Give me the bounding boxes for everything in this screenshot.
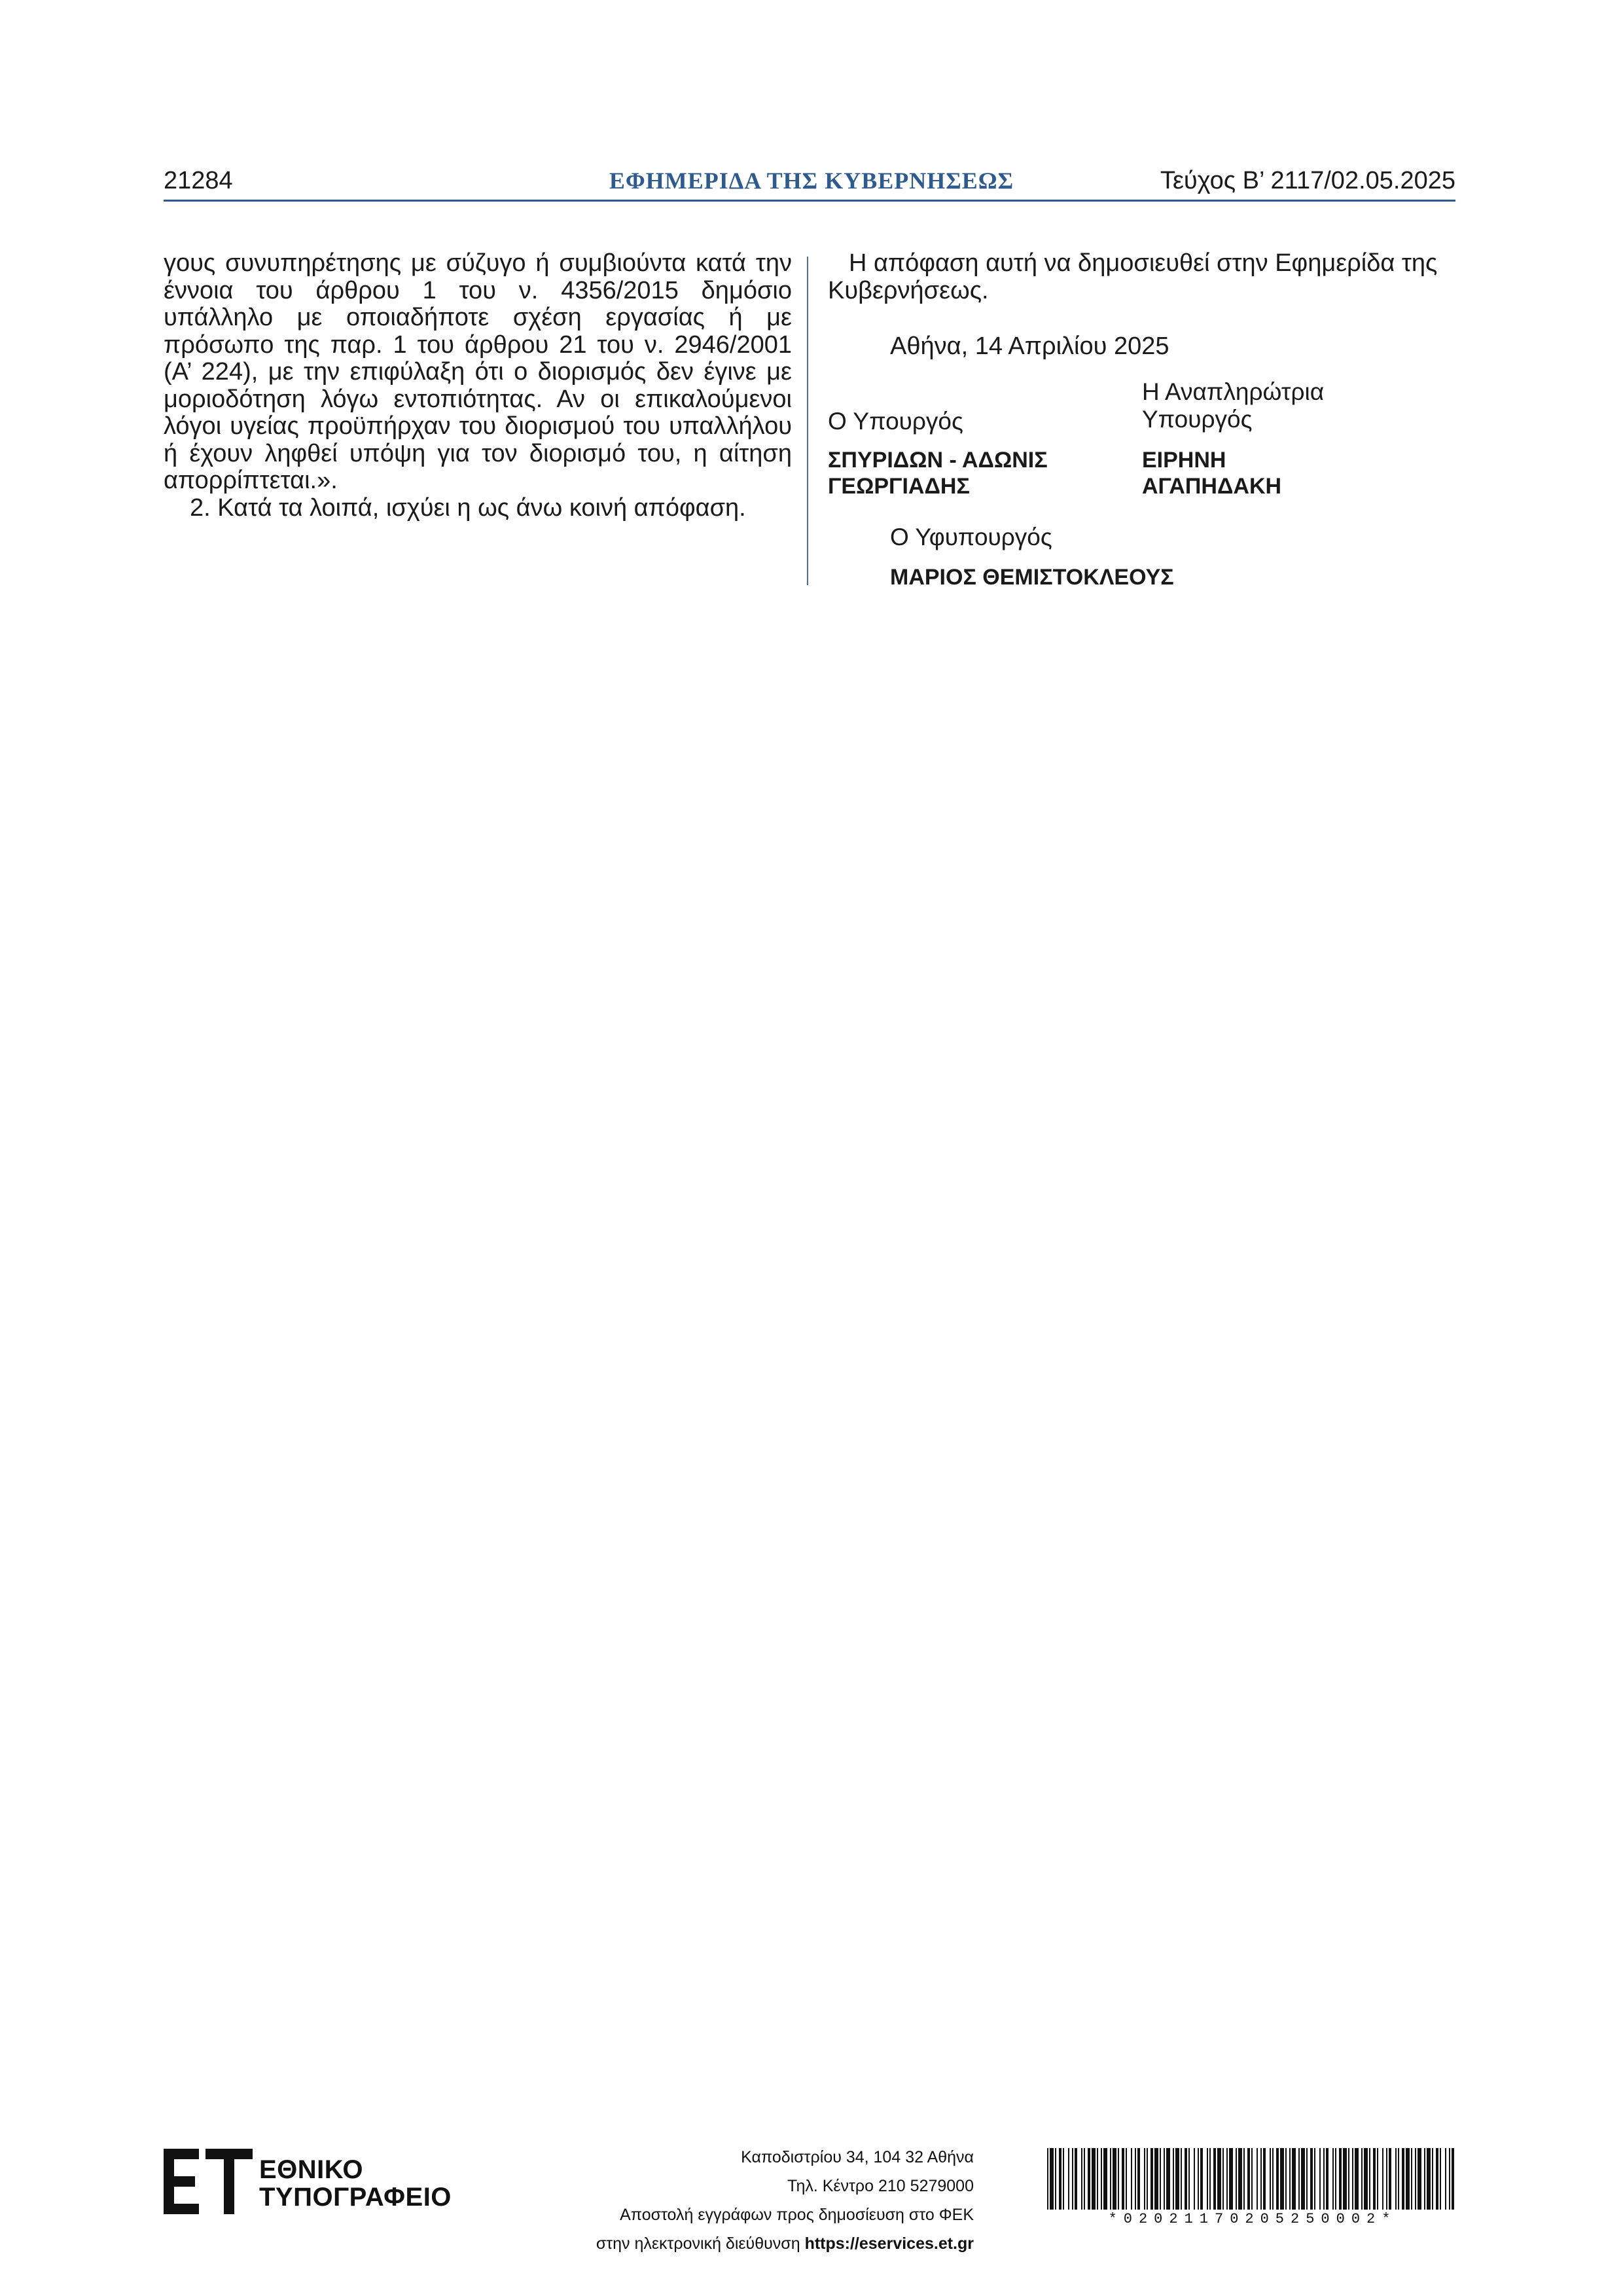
barcode-bar	[1131, 2148, 1132, 2210]
barcode-bar	[1332, 2148, 1334, 2210]
contact-info	[596, 2143, 974, 2258]
barcode-bar	[1181, 2148, 1182, 2210]
barcode-bar	[1243, 2148, 1245, 2210]
column-divider	[807, 257, 808, 585]
barcode-bar	[1101, 2148, 1102, 2210]
barcode-bar	[1150, 2148, 1153, 2210]
publication-note: Η απόφαση αυτή να δημοσιευθεί στην Εφημερίδα της Κυβερνήσεως.	[828, 249, 1438, 304]
barcode-bar	[1373, 2148, 1376, 2210]
barcode-bar	[1398, 2148, 1399, 2210]
barcode-bar	[1257, 2148, 1258, 2210]
web-line	[596, 2229, 974, 2258]
logo-line2: ΤΥΠΟΓΡΑΦΕΙΟ	[259, 2183, 452, 2212]
barcode-bar	[1110, 2148, 1111, 2210]
submission-note: Αποστολή εγγράφων προς δημοσίευση στο ΦΕΚ	[620, 2206, 974, 2224]
barcode-bar	[1118, 2148, 1119, 2210]
barcode-bar	[1198, 2148, 1199, 2210]
barcode-bar	[1301, 2148, 1305, 2210]
address: Καποδιστρίου 34, 104 32 Αθήνα	[741, 2148, 974, 2166]
barcode-bar	[1113, 2148, 1116, 2210]
barcode-bar	[1406, 2148, 1410, 2210]
barcode-bar	[1445, 2148, 1446, 2210]
barcode-bar	[1272, 2148, 1274, 2210]
barcode-bar	[1270, 2148, 1271, 2210]
barcode-bar	[1389, 2148, 1391, 2210]
barcode-icon	[1046, 2148, 1459, 2210]
barcode-bar	[1200, 2148, 1203, 2210]
barcode-number: *02021170205250002*	[1108, 2211, 1397, 2227]
barcode-bar	[1289, 2148, 1291, 2210]
barcode-bar	[1339, 2148, 1342, 2210]
undersecretary-role: Ο Υφυπουργός	[890, 524, 1052, 550]
barcode-bar	[1427, 2148, 1431, 2210]
barcode-bar	[1298, 2148, 1300, 2210]
web-link[interactable]: https://eservices.et.gr	[804, 2234, 974, 2253]
left-column	[164, 250, 792, 522]
barcode-bar	[1072, 2148, 1073, 2210]
barcode-bar	[1386, 2148, 1387, 2210]
deputy-minister-name-line2: ΑΓΑΠΗΔΑΚΗ	[1142, 474, 1282, 499]
barcode-bar	[1251, 2148, 1253, 2210]
barcode-bar	[1314, 2148, 1315, 2210]
barcode-bar	[1103, 2148, 1107, 2210]
barcode-bar	[1063, 2148, 1064, 2210]
signing-date: Αθήνα, 14 Απριλίου 2025	[890, 332, 1169, 360]
barcode-bar	[1335, 2148, 1336, 2210]
deputy-minister-name-line1: ΕΙΡΗΝΗ	[1142, 448, 1226, 473]
page-number: 21284	[164, 167, 233, 194]
barcode-bar	[1207, 2148, 1208, 2210]
gazette-title: ΕΦΗΜΕΡΙΔΑ ΤΗΣ ΚΥΒΕΡΝΗΣΕΩΣ	[609, 168, 1014, 194]
barcode-bar	[1137, 2148, 1140, 2210]
national-printing-office-logo-icon	[164, 2149, 253, 2214]
barcode-bar	[1173, 2148, 1174, 2210]
barcode-bar	[1411, 2148, 1412, 2210]
barcode-bar	[1432, 2148, 1433, 2210]
barcode-bar	[1059, 2148, 1061, 2210]
barcode-bar	[1126, 2148, 1127, 2210]
barcode-bar	[1369, 2148, 1370, 2210]
barcode-bar	[1263, 2148, 1266, 2210]
barcode-bar	[1055, 2148, 1056, 2210]
barcode-bar	[1135, 2148, 1136, 2210]
barcode-bar	[1154, 2148, 1158, 2210]
barcode-bar	[1395, 2148, 1397, 2210]
barcode-bar	[1343, 2148, 1347, 2210]
barcode-bar	[1292, 2148, 1296, 2210]
deputy-minister-role-line1: Η Αναπληρώτρια	[1142, 378, 1325, 405]
web-prefix: στην ηλεκτρονική διεύθυνση	[596, 2234, 805, 2253]
barcode-bar	[1166, 2148, 1170, 2210]
barcode-bar	[1160, 2148, 1161, 2210]
barcode-bar	[1424, 2148, 1425, 2210]
barcode-bar	[1092, 2148, 1096, 2210]
barcode-bar	[1382, 2148, 1383, 2210]
undersecretary-name: ΜΑΡΙΟΣ ΘΕΜΙΣΤΟΚΛΕΟΥΣ	[890, 565, 1174, 590]
barcode-bar	[1364, 2148, 1368, 2210]
barcode-bar	[1436, 2148, 1438, 2210]
barcode-bar	[1081, 2148, 1082, 2210]
barcode-bar	[1260, 2148, 1262, 2210]
barcode-bar	[1050, 2148, 1054, 2210]
barcode-bar	[1323, 2148, 1325, 2210]
body-paragraph: 2. Κατά τα λοιπά, ισχύει η ως άνω κοινή απόφαση.	[190, 493, 746, 522]
barcode-bar	[1084, 2148, 1085, 2210]
minister-name-line2: ΓΕΩΡΓΙΑΔΗΣ	[828, 474, 970, 499]
barcode-bar	[1047, 2148, 1048, 2210]
barcode-bar	[1164, 2148, 1165, 2210]
barcode-bar	[1209, 2148, 1211, 2210]
deputy-minister-role-line2: Υπουργός	[1142, 406, 1253, 433]
minister-name-line1: ΣΠΥΡΙΔΩΝ - ΑΔΩΝΙΣ	[828, 448, 1048, 473]
barcode-bar	[1122, 2148, 1124, 2210]
barcode-bar	[1452, 2148, 1454, 2210]
barcode-bar	[1306, 2148, 1308, 2210]
barcode-bar	[1147, 2148, 1148, 2210]
barcode-bar	[1418, 2148, 1421, 2210]
barcode-bar	[1285, 2148, 1287, 2210]
barcode-bar	[1238, 2148, 1242, 2210]
barcode-bar	[1352, 2148, 1353, 2210]
barcode-bar	[1355, 2148, 1359, 2210]
barcode-bar	[1276, 2148, 1279, 2210]
barcode-bar	[1377, 2148, 1378, 2210]
issue-reference: Τεύχος Β’ 2117/02.05.2025	[1160, 167, 1455, 194]
barcode-bar	[1144, 2148, 1145, 2210]
barcode-bar	[1326, 2148, 1329, 2210]
barcode-bar	[1402, 2148, 1404, 2210]
barcode-bar	[1213, 2148, 1216, 2210]
barcode-bar	[1361, 2148, 1363, 2210]
barcode-bar	[1226, 2148, 1228, 2210]
phone: Τηλ. Κέντρο 210 5279000	[787, 2177, 974, 2195]
barcode-bar	[1222, 2148, 1224, 2210]
barcode-bar	[1185, 2148, 1187, 2210]
barcode-bar	[1229, 2148, 1233, 2210]
minister-role: Ο Υπουργός	[828, 408, 963, 435]
barcode-bar	[1247, 2148, 1250, 2210]
barcode-bar	[1068, 2148, 1069, 2210]
logo-line1: ΕΘΝΙΚΟ	[259, 2155, 363, 2184]
barcode-bar	[1194, 2148, 1195, 2210]
barcode-bar	[1217, 2148, 1221, 2210]
barcode-bar	[1175, 2148, 1179, 2210]
right-column	[828, 250, 1456, 304]
barcode-bar	[1188, 2148, 1190, 2210]
barcode-bar	[1236, 2148, 1237, 2210]
barcode-bar	[1075, 2148, 1077, 2210]
barcode-bar	[1440, 2148, 1441, 2210]
barcode-bar	[1097, 2148, 1098, 2210]
barcode-bar	[1319, 2148, 1321, 2210]
barcode-bar	[1280, 2148, 1284, 2210]
body-paragraph: γους συνυπηρέτησης με σύζυγο ή συμβιούντα κατά την έννοια του άρθρου 1 του ν. 4356/2015 δημόσιο υπάλληλο με οποιαδήποτε σχέση εργασίας ή με πρόσωπο της παρ. 1 του άρθρου 21 του ν. 2946/2001 (Α’ 224), με την επιφύλαξη ότι ο διορισμός δεν έγινε με μοριοδότηση λόγω εντοπιότητας. Αν οι επικαλούμενοι λόγοι υγείας προϋπήρχαν του διορισμού του υπαλλήλου ή έχουν ληφθεί υπόψη για τον διορισμό του, η αίτηση απορρίπτεται.».	[164, 249, 792, 494]
barcode-bar	[1088, 2148, 1090, 2210]
header-divider	[164, 200, 1455, 202]
barcode-bar	[1310, 2148, 1313, 2210]
barcode-bar	[1415, 2148, 1416, 2210]
barcode-bar	[1449, 2148, 1450, 2210]
barcode-bar	[1348, 2148, 1349, 2210]
logo-wordmark	[259, 2156, 452, 2211]
